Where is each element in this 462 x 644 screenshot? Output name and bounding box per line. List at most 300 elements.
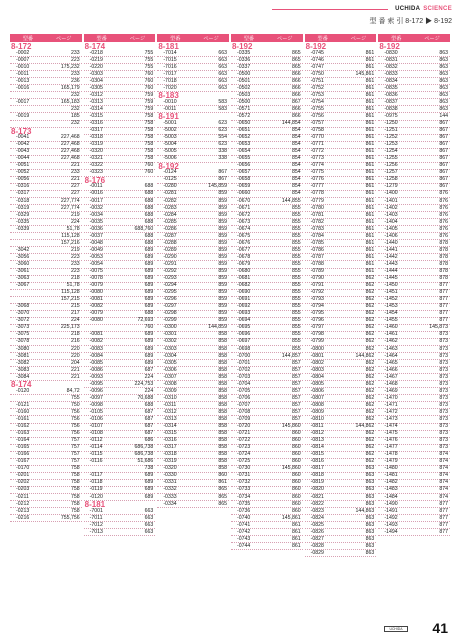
page-reference: 338 <box>218 148 227 155</box>
model-number: -0311 <box>163 401 177 408</box>
model-number: -0810 <box>310 415 324 422</box>
model-number: -0165 <box>16 444 30 451</box>
model-number: -5006 <box>163 155 177 162</box>
page-reference: 221 <box>70 162 80 169</box>
page-reference: 855 <box>291 204 301 211</box>
page-reference: 861 <box>365 49 375 56</box>
page-reference: 862 <box>365 458 375 465</box>
model-number: -0339 <box>16 225 30 232</box>
model-number: -0313 <box>89 98 103 105</box>
page-reference: 878 <box>439 268 448 274</box>
page-reference: 863 <box>365 472 375 479</box>
page-reference: 865 <box>291 63 301 70</box>
page-reference: 859 <box>218 225 227 232</box>
page-reference: 232 <box>70 105 80 112</box>
model-number: -0093 <box>89 373 103 380</box>
model-number: -0572 <box>236 112 251 119</box>
page-reference: 877 <box>439 528 448 535</box>
model-number: -0773 <box>310 155 324 162</box>
index-row <box>10 515 82 522</box>
model-number: -0316 <box>89 120 103 127</box>
page-reference: 862 <box>365 324 375 331</box>
page-reference: 858 <box>218 415 227 422</box>
column-header-page: ページ <box>424 35 440 42</box>
page-reference: 204 <box>70 359 80 366</box>
model-number: -0708 <box>236 408 251 415</box>
page-reference: 218 <box>70 331 80 338</box>
model-number: -0291 <box>163 260 177 267</box>
model-number: -0322 <box>89 162 103 169</box>
model-number: -1255 <box>384 155 398 162</box>
page-reference: 858 <box>218 458 227 465</box>
model-number: -0822 <box>310 500 324 507</box>
page-reference: 687 <box>144 430 154 437</box>
page-reference: 861 <box>365 63 375 70</box>
page-reference: 756 <box>70 408 80 415</box>
page-reference: 858 <box>218 352 227 359</box>
page-reference: 757 <box>70 458 80 465</box>
page-reference: 865 <box>291 49 301 56</box>
section-code: 8-192 <box>305 42 327 51</box>
page-reference: 855 <box>291 239 301 246</box>
page-reference: 862 <box>365 303 375 310</box>
model-number: -1491 <box>384 507 398 514</box>
model-number: -0827 <box>310 535 324 542</box>
page-reference: 862 <box>365 408 375 415</box>
model-number: -0794 <box>310 303 324 310</box>
model-number: -0011 <box>16 70 29 77</box>
model-number: -0736 <box>236 507 251 514</box>
model-number: -0011 <box>89 183 103 190</box>
page-reference: 861 <box>365 253 375 260</box>
model-number: -1442 <box>384 253 398 260</box>
model-number: -0834 <box>384 77 398 84</box>
page-reference: 689 <box>144 472 154 479</box>
page-reference: 861 <box>365 134 375 141</box>
page-reference: 854 <box>291 169 301 176</box>
page-reference: 863 <box>439 49 448 56</box>
page-reference: 51,78 <box>66 225 80 232</box>
column-header-page: ページ <box>129 35 146 42</box>
page-reference: 874 <box>439 493 448 500</box>
model-number: -0771 <box>310 141 324 148</box>
model-number: -1453 <box>384 303 398 310</box>
page-reference: 866 <box>291 77 301 84</box>
page-reference: 145,860 <box>281 465 301 472</box>
page-reference: 689 <box>144 260 154 267</box>
section-code: 8-192 <box>231 42 253 51</box>
page-reference: 859 <box>218 204 227 211</box>
model-number: -0809 <box>310 408 324 415</box>
section-code: 8-192 <box>158 161 179 171</box>
page-reference: 236 <box>70 77 80 84</box>
model-number: -0814 <box>310 444 324 451</box>
page-reference: 755 <box>70 394 80 401</box>
model-number: -0691 <box>236 296 251 303</box>
model-number: -0212 <box>16 500 30 507</box>
model-number: -1279 <box>384 183 398 190</box>
model-number: -0735 <box>236 500 251 507</box>
page-reference: 877 <box>439 289 448 296</box>
page-reference: 858 <box>218 366 227 373</box>
page-reference: 855 <box>291 218 301 225</box>
page-reference: 873 <box>439 338 448 345</box>
model-number: -7020 <box>163 84 177 91</box>
page-reference: 877 <box>439 507 448 514</box>
page-reference: 689 <box>144 331 154 338</box>
column-header-model: 型番 <box>243 35 255 42</box>
model-number: -0682 <box>236 282 251 289</box>
page-reference: 862 <box>365 289 375 296</box>
page-reference: 855 <box>291 211 301 218</box>
model-number: -0201 <box>16 472 30 479</box>
model-number: -0124 <box>163 169 177 176</box>
page-reference: 861 <box>365 183 375 190</box>
page-reference: 857 <box>291 394 301 401</box>
page-reference: 857 <box>291 408 301 415</box>
page-reference: 873 <box>439 408 448 415</box>
column-header-page: ページ <box>203 35 219 42</box>
page-reference: 859 <box>218 275 227 282</box>
model-number: -0167 <box>16 458 30 465</box>
page-reference: 157,216 <box>60 239 80 246</box>
page-reference: 145,873 <box>429 324 448 331</box>
page-reference: 233 <box>70 70 80 77</box>
page-reference: 862 <box>365 380 375 387</box>
model-number: -0742 <box>236 528 251 535</box>
model-number: -0331 <box>163 479 177 486</box>
model-number: -0016 <box>89 190 103 197</box>
page-reference: 857 <box>291 415 301 422</box>
column-header-model: 型番 <box>22 35 34 42</box>
page-reference: 854 <box>291 183 301 190</box>
page-reference: 221 <box>70 176 80 183</box>
model-number: -0162 <box>16 423 30 430</box>
model-number: -3080 <box>16 345 30 352</box>
model-number: -1254 <box>384 148 398 155</box>
model-number: -0053 <box>89 253 103 260</box>
page-reference: 860 <box>291 458 301 465</box>
model-number: -0651 <box>236 127 251 134</box>
page-reference: 227,468 <box>60 148 80 155</box>
model-number: -0289 <box>163 246 177 253</box>
model-number: -0733 <box>236 486 251 493</box>
model-number: -0672 <box>236 211 251 218</box>
model-number: -0758 <box>310 127 324 134</box>
model-number: -0823 <box>310 507 324 514</box>
model-number: -0796 <box>310 317 324 324</box>
page-reference: 221 <box>70 366 80 373</box>
model-number: -0747 <box>310 63 324 70</box>
page-reference: 689 <box>144 246 154 253</box>
page-reference: 688,760 <box>134 225 154 232</box>
page-reference: 757 <box>70 444 80 451</box>
page-reference: 686,738 <box>134 451 154 458</box>
page-reference: 854 <box>291 134 301 141</box>
page-reference: 144,862 <box>355 423 375 430</box>
model-number: -0081 <box>89 296 103 303</box>
page-reference: 858 <box>218 430 227 437</box>
page-reference: 687 <box>144 366 154 373</box>
page-reference: 689 <box>144 352 154 359</box>
page-reference: 860 <box>218 472 227 479</box>
model-number: -0780 <box>310 204 324 211</box>
model-number: -0294 <box>163 282 177 289</box>
index-column <box>10 34 82 557</box>
page-reference: 858 <box>218 444 227 451</box>
page-reference: 233 <box>70 169 80 176</box>
model-number: -0114 <box>89 444 103 451</box>
model-number: -0082 <box>89 338 103 345</box>
model-number: -0692 <box>236 303 251 310</box>
page-reference: 857 <box>291 366 301 373</box>
model-number: -0286 <box>163 225 177 232</box>
page-reference: 863 <box>365 479 375 486</box>
page-reference: 232 <box>70 91 80 98</box>
page-reference: 858 <box>218 338 227 345</box>
page-reference: 861 <box>365 127 375 134</box>
section-code: 8-176 <box>84 175 106 185</box>
index-row <box>305 550 377 557</box>
page-reference: 854 <box>291 155 301 162</box>
page-reference: 760 <box>144 169 154 176</box>
model-number: -1483 <box>384 486 398 493</box>
page-reference: 865 <box>218 486 227 493</box>
page-reference: 855 <box>291 324 301 331</box>
page-reference: 877 <box>439 521 448 528</box>
model-number: -0781 <box>310 211 324 218</box>
column-header <box>231 34 303 42</box>
page-reference: 663 <box>144 528 154 535</box>
model-number: -3061 <box>16 268 30 274</box>
page-reference: 854 <box>291 141 301 148</box>
model-number: -0304 <box>89 77 103 84</box>
page-reference: 860 <box>291 444 301 451</box>
page-reference: 223 <box>70 268 80 274</box>
section-code: 8-174 <box>84 42 106 51</box>
page-reference: 144,855 <box>281 197 301 204</box>
model-number: -0660 <box>236 190 251 197</box>
model-number: -0774 <box>310 162 324 169</box>
model-number: -0337 <box>236 63 251 70</box>
page-reference: 185 <box>70 112 80 119</box>
model-number: -0335 <box>236 49 251 56</box>
model-number: -0671 <box>236 204 251 211</box>
model-number: -0120 <box>89 493 103 500</box>
model-number: -0797 <box>310 324 324 331</box>
model-number: -0654 <box>236 148 251 155</box>
page-reference: 861 <box>291 542 301 549</box>
page-reference: 663 <box>144 521 154 528</box>
model-number: -5002 <box>163 127 177 134</box>
page-reference: 758 <box>144 112 154 119</box>
page-reference: 663 <box>218 77 227 84</box>
model-number: -1452 <box>384 296 398 303</box>
page-reference: 860 <box>291 430 301 437</box>
model-number: -0800 <box>310 345 324 352</box>
model-number: -1455 <box>384 317 398 324</box>
model-number: -0318 <box>89 134 103 141</box>
page-reference: 689 <box>144 345 154 352</box>
subtitle-range: 8-172 ▶ 8-192 <box>405 18 452 25</box>
model-number: -3072 <box>16 317 30 324</box>
page-reference: 858 <box>218 331 227 338</box>
page-reference: 688 <box>144 204 154 211</box>
page-reference: 688 <box>144 401 154 408</box>
page-reference: 877 <box>439 317 448 324</box>
page-reference: 862 <box>365 451 375 458</box>
model-number: -0820 <box>310 486 324 493</box>
page-reference: 863 <box>365 500 375 507</box>
model-number: -0163 <box>16 430 30 437</box>
page-reference: 689 <box>144 282 154 289</box>
model-number: -0799 <box>310 338 324 345</box>
model-number: -0802 <box>310 359 324 366</box>
page-reference: 862 <box>365 437 375 444</box>
page-reference: 863 <box>439 91 448 98</box>
model-number: -0678 <box>236 253 251 260</box>
page-reference: 874 <box>439 465 448 472</box>
model-number: -0284 <box>163 211 177 218</box>
model-number: -0079 <box>89 282 103 289</box>
page-reference: 663 <box>218 84 227 91</box>
page-reference: 72,693 <box>137 317 154 324</box>
page-reference: 877 <box>439 303 448 310</box>
page-reference: 855 <box>291 260 301 267</box>
model-number: -0317 <box>163 444 177 451</box>
page-reference: 51,686 <box>137 458 154 465</box>
page-reference: 861 <box>365 91 375 98</box>
page-reference: 867 <box>439 155 448 162</box>
model-number: -3083 <box>16 366 30 373</box>
page-reference: 686,738 <box>134 444 154 451</box>
model-number: -0300 <box>163 324 177 331</box>
page-reference: 874 <box>439 472 448 479</box>
model-number: -0720 <box>236 423 251 430</box>
model-number: -1471 <box>384 401 398 408</box>
page-reference: 687 <box>144 423 154 430</box>
model-number: -1480 <box>384 465 398 472</box>
page-reference: 873 <box>439 380 448 387</box>
page-reference: 858 <box>218 408 227 415</box>
page-reference: 859 <box>218 197 227 204</box>
model-number: -0698 <box>236 345 251 352</box>
page-reference: 863 <box>365 465 375 472</box>
page-reference: 757 <box>70 451 80 458</box>
model-number: -0336 <box>236 56 251 63</box>
model-number: -0828 <box>310 542 324 549</box>
page-reference: 70,688 <box>137 394 154 401</box>
page-reference: 855 <box>291 331 301 338</box>
page-reference: 861 <box>365 239 375 246</box>
model-number: -0776 <box>310 176 324 183</box>
page-reference: 855 <box>291 253 301 260</box>
model-number: -0815 <box>310 451 324 458</box>
page-reference: 758 <box>144 134 154 141</box>
page-reference: 858 <box>218 437 227 444</box>
model-number: -0292 <box>163 268 177 274</box>
model-number: -0500 <box>236 98 251 105</box>
model-number: -0783 <box>310 225 324 232</box>
footer-logo: UCHIDA <box>384 626 408 632</box>
column-header <box>10 34 82 42</box>
page-reference: 861 <box>365 190 375 197</box>
model-number: -0035 <box>89 218 103 225</box>
page-reference: 758 <box>70 479 80 486</box>
model-number: -3084 <box>16 373 30 380</box>
model-number: -0831 <box>384 56 398 63</box>
column-header <box>157 34 229 42</box>
model-number: -0117 <box>89 472 103 479</box>
page-reference: 867 <box>439 148 448 155</box>
model-number: -0304 <box>163 352 177 359</box>
page-reference: 217 <box>70 310 80 317</box>
model-number: -0730 <box>236 465 251 472</box>
model-number: -0010 <box>163 98 177 105</box>
model-number: -0807 <box>310 394 324 401</box>
model-number: -0836 <box>384 91 398 98</box>
model-number: -0679 <box>236 260 251 267</box>
page-reference: 865 <box>218 500 227 507</box>
page-reference: 858 <box>218 401 227 408</box>
model-number: -3078 <box>16 338 30 345</box>
page-reference: 145,861 <box>355 70 375 77</box>
page-reference: 144,862 <box>355 352 375 359</box>
page-reference: 861 <box>365 105 375 112</box>
column-header-page: ページ <box>56 35 72 42</box>
page-reference: 855 <box>291 303 301 310</box>
brand-line <box>272 6 452 12</box>
page-reference: 583 <box>218 105 227 112</box>
model-number: -0659 <box>236 183 251 190</box>
model-number: -0787 <box>310 253 324 260</box>
page-reference: 862 <box>365 275 375 282</box>
page-reference: 867 <box>439 120 448 127</box>
page-reference: 861 <box>365 56 375 63</box>
page-reference: 688 <box>144 190 154 197</box>
page-reference: 874 <box>439 479 448 486</box>
page-reference: 859 <box>218 289 227 296</box>
model-number: -0082 <box>89 303 103 310</box>
model-number: -0805 <box>310 380 324 387</box>
page-reference: 144,857 <box>281 352 301 359</box>
page-reference: 859 <box>218 296 227 303</box>
page-reference: 863 <box>365 528 375 535</box>
page-reference: 861 <box>365 112 375 119</box>
page-reference: 863 <box>365 549 375 556</box>
model-number: -3042 <box>16 246 30 253</box>
model-number: -0323 <box>89 169 103 176</box>
page-reference: 858 <box>218 451 227 458</box>
model-number: -1482 <box>384 479 398 486</box>
page-reference: 857 <box>291 387 301 394</box>
model-number: -0775 <box>310 169 324 176</box>
model-number: -0010 <box>16 63 30 70</box>
page-reference: 755,756 <box>60 514 80 521</box>
page-reference: 873 <box>439 444 448 451</box>
index-column <box>231 34 303 557</box>
page-reference: 873 <box>439 352 448 359</box>
page-reference: 873 <box>439 387 448 394</box>
page-reference: 861 <box>365 176 375 183</box>
page-reference: 865 <box>218 493 227 500</box>
page-reference: 876 <box>439 218 448 225</box>
page-reference: 663 <box>218 70 227 77</box>
index-table <box>10 34 450 557</box>
model-number: -0704 <box>236 380 251 387</box>
model-number: -0011 <box>163 105 177 112</box>
page-reference: 757 <box>70 437 80 444</box>
